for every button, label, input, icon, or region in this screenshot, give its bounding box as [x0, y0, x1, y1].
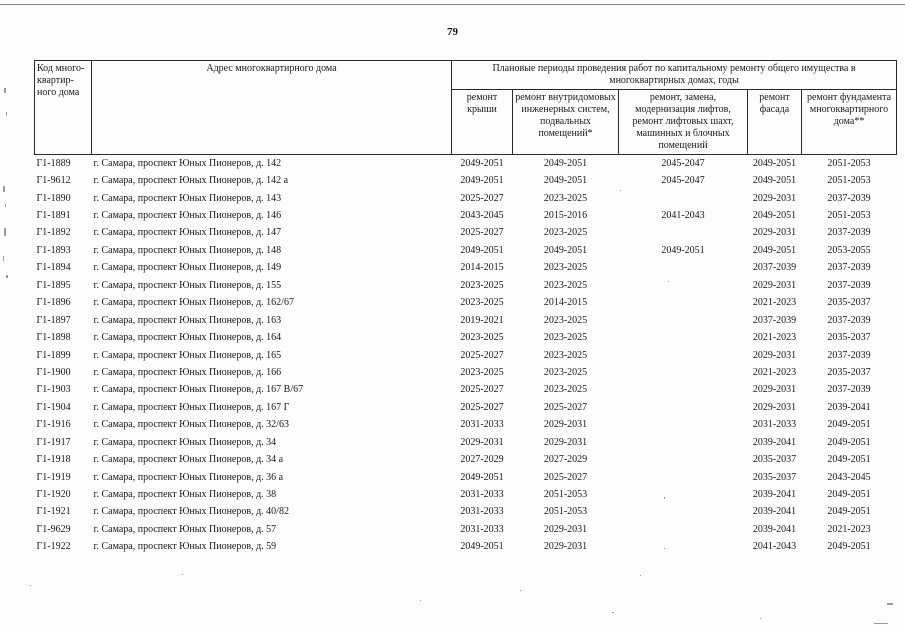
row-foundation: 2049-2051 [827, 454, 871, 466]
table-row [35, 155, 897, 173]
table-header [35, 61, 897, 155]
row-code: Г1-1900 [36, 366, 71, 378]
row-engineering: 2051-2053 [543, 489, 588, 501]
row-foundation: 2049-2051 [827, 436, 871, 448]
header-elevators: ремонт, замена, модернизация лифтов, ремонт лифтовых шахт, машинных и блочных помещений [619, 90, 748, 155]
row-engineering: 2023-2025 [543, 192, 588, 204]
table-row [35, 312, 897, 329]
row-facade: 2029-2031 [752, 384, 797, 396]
row-roof: 2019-2021 [460, 314, 504, 326]
row-facade: 2049-2051 [752, 175, 797, 187]
row-foundation: 2037-2039 [827, 279, 871, 291]
row-code: Г1-9629 [36, 523, 71, 535]
row-address: г. Самара, проспект Юных Пионеров, д. 164 [93, 332, 282, 344]
row-elevators [619, 329, 748, 346]
row-facade: 2029-2031 [752, 401, 797, 413]
row-facade: 2021-2023 [752, 297, 797, 309]
row-elevators [619, 486, 748, 503]
table-row [35, 190, 897, 207]
table-row [35, 277, 897, 294]
row-engineering: 2014-2015 [543, 297, 588, 309]
row-roof: 2025-2027 [460, 401, 504, 413]
table-row [35, 486, 897, 503]
row-address: г. Самара, проспект Юных Пионеров, д. 155 [93, 279, 282, 291]
row-facade: 2029-2031 [752, 279, 797, 291]
table-body [35, 155, 897, 557]
row-elevators: 2045-2047 [661, 157, 705, 169]
row-engineering: 2023-2025 [543, 349, 588, 361]
row-engineering: 2025-2027 [543, 471, 588, 483]
row-address: г. Самара, проспект Юных Пионеров, д. 147 [93, 227, 282, 239]
row-engineering: 2029-2031 [543, 419, 588, 431]
table-row [35, 521, 897, 538]
table-row [35, 417, 897, 434]
table-row [35, 382, 897, 399]
row-foundation: 2035-2037 [827, 297, 871, 309]
table-row [35, 469, 897, 486]
table-row [35, 434, 897, 451]
row-code: Г1-1920 [36, 489, 71, 501]
header-facade: ремонт фасада [748, 90, 802, 155]
row-engineering: 2027-2029 [543, 454, 588, 466]
row-code: Г1-1892 [36, 227, 71, 239]
row-address: г. Самара, проспект Юных Пионеров, д. 34 а [93, 454, 284, 466]
header-code: Код много-квартир-ного дома [35, 61, 92, 155]
row-address: г. Самара, проспект Юных Пионеров, д. 167 Г [93, 401, 290, 413]
row-facade: 2031-2033 [752, 419, 797, 431]
row-roof: 2049-2051 [460, 175, 504, 187]
row-code: Г1-1889 [36, 157, 71, 169]
row-code: Г1-1921 [36, 506, 71, 518]
row-engineering: 2023-2025 [543, 366, 588, 378]
row-code: Г1-1919 [36, 471, 71, 483]
row-roof: 2025-2027 [460, 384, 504, 396]
row-engineering: 2029-2031 [543, 541, 588, 553]
row-elevators [619, 539, 748, 556]
row-code: Г1-1895 [36, 279, 71, 291]
row-roof: 2043-2045 [460, 210, 504, 222]
table-row [35, 242, 897, 259]
row-foundation: 2051-2053 [827, 175, 871, 187]
row-engineering: 2023-2025 [543, 279, 588, 291]
row-roof: 2023-2025 [460, 297, 504, 309]
row-address: г. Самара, проспект Юных Пионеров, д. 142 а [93, 175, 289, 187]
header-foundation: ремонт фундамента многоквартирного дома** [802, 90, 897, 155]
row-facade: 2037-2039 [752, 262, 797, 274]
row-address: г. Самара, проспект Юных Пионеров, д. 165 [93, 349, 282, 361]
repair-schedule-table [34, 60, 897, 556]
row-engineering: 2051-2053 [543, 506, 588, 518]
row-foundation: 2049-2051 [827, 419, 871, 431]
row-facade: 2021-2023 [752, 366, 797, 378]
row-foundation: 2037-2039 [827, 227, 871, 239]
row-engineering: 2029-2031 [543, 523, 588, 535]
row-facade: 2037-2039 [752, 314, 797, 326]
header-periods: Плановые периоды проведения работ по капитальному ремонту общего имущества в многоквартирных домах, годы [452, 61, 897, 90]
table-row [35, 225, 897, 242]
table-row [35, 295, 897, 312]
row-address: г. Самара, проспект Юных Пионеров, д. 162/67 [93, 297, 294, 309]
row-roof: 2031-2033 [460, 523, 504, 535]
row-facade: 2021-2023 [752, 332, 797, 344]
table-row [35, 504, 897, 521]
row-address: г. Самара, проспект Юных Пионеров, д. 146 [93, 210, 282, 222]
row-address: г. Самара, проспект Юных Пионеров, д. 149 [93, 262, 282, 274]
table-row [35, 172, 897, 189]
row-foundation: 2051-2053 [827, 210, 871, 222]
row-code: Г1-1896 [36, 297, 71, 309]
row-code: Г1-1891 [36, 210, 71, 222]
row-elevators [619, 190, 748, 207]
row-elevators [619, 469, 748, 486]
row-roof: 2023-2025 [460, 279, 504, 291]
table-row [35, 539, 897, 556]
row-roof: 2031-2033 [460, 419, 504, 431]
row-engineering: 2049-2051 [543, 157, 588, 169]
row-code: Г1-1916 [36, 419, 71, 431]
row-code: Г1-1918 [36, 454, 71, 466]
row-code: Г1-1890 [36, 192, 71, 204]
row-address: г. Самара, проспект Юных Пионеров, д. 38 [93, 489, 277, 501]
row-code: Г1-9612 [36, 175, 71, 187]
row-elevators [619, 399, 748, 416]
row-foundation: 2037-2039 [827, 262, 871, 274]
row-facade: 2039-2041 [752, 436, 797, 448]
row-address: г. Самара, проспект Юных Пионеров, д. 142 [93, 157, 282, 169]
row-facade: 2029-2031 [752, 192, 797, 204]
row-roof: 2025-2027 [460, 349, 504, 361]
row-elevators: 2045-2047 [661, 175, 705, 187]
row-elevators [619, 312, 748, 329]
row-code: Г1-1898 [36, 332, 71, 344]
row-foundation: 2049-2051 [827, 506, 871, 518]
row-elevators [619, 277, 748, 294]
row-address: г. Самара, проспект Юных Пионеров, д. 34 [93, 436, 277, 448]
row-foundation: 2037-2039 [827, 314, 871, 326]
row-roof: 2025-2027 [460, 192, 504, 204]
top-rule [0, 4, 905, 5]
page-number: 79 [447, 26, 458, 38]
row-roof: 2014-2015 [460, 262, 504, 274]
row-code: Г1-1922 [36, 541, 71, 553]
header-address: Адрес многоквартирного дома [92, 61, 452, 155]
row-facade: 2035-2037 [752, 471, 797, 483]
row-elevators [619, 364, 748, 381]
row-address: г. Самара, проспект Юных Пионеров, д. 163 [93, 314, 282, 326]
row-address: г. Самара, проспект Юных Пионеров, д. 148 [93, 244, 282, 256]
row-roof: 2031-2033 [460, 506, 504, 518]
row-roof: 2023-2025 [460, 332, 504, 344]
row-address: г. Самара, проспект Юных Пионеров, д. 143 [93, 192, 282, 204]
row-elevators: 2049-2051 [661, 244, 705, 256]
row-engineering: 2029-2031 [543, 436, 588, 448]
table-row [35, 329, 897, 346]
row-engineering: 2025-2027 [543, 401, 588, 413]
row-facade: 2049-2051 [752, 157, 797, 169]
row-address: г. Самара, проспект Юных Пионеров, д. 166 [93, 366, 282, 378]
row-address: г. Самара, проспект Юных Пионеров, д. 36 а [93, 471, 284, 483]
table-row [35, 260, 897, 277]
row-address: г. Самара, проспект Юных Пионеров, д. 32/63 [93, 419, 289, 431]
table-row [35, 399, 897, 416]
row-facade: 2039-2041 [752, 489, 797, 501]
row-engineering: 2023-2025 [543, 262, 588, 274]
row-code: Г1-1893 [36, 244, 71, 256]
row-address: г. Самара, проспект Юных Пионеров, д. 57 [93, 523, 277, 535]
row-foundation: 2035-2037 [827, 332, 871, 344]
row-elevators [619, 260, 748, 277]
row-foundation: 2049-2051 [827, 541, 871, 553]
row-facade: 2035-2037 [752, 454, 797, 466]
table-row [35, 451, 897, 468]
row-foundation: 2049-2051 [827, 489, 871, 501]
row-foundation: 2037-2039 [827, 349, 871, 361]
row-roof: 2049-2051 [460, 471, 504, 483]
row-foundation: 2021-2023 [827, 523, 871, 535]
row-address: г. Самара, проспект Юных Пионеров, д. 59 [93, 541, 277, 553]
row-engineering: 2023-2025 [543, 332, 588, 344]
row-foundation: 2043-2045 [827, 471, 871, 483]
row-foundation: 2051-2053 [827, 157, 871, 169]
row-facade: 2039-2041 [752, 506, 797, 518]
row-facade: 2049-2051 [752, 210, 797, 222]
row-engineering: 2015-2016 [543, 210, 588, 222]
row-foundation: 2037-2039 [827, 384, 871, 396]
row-facade: 2039-2041 [752, 523, 797, 535]
row-elevators: 2041-2043 [661, 210, 705, 222]
row-elevators [619, 504, 748, 521]
row-elevators [619, 295, 748, 312]
table-row [35, 207, 897, 224]
row-code: Г1-1897 [36, 314, 71, 326]
header-engineering: ремонт внутридомовых инженерных систем, подвальных помещений* [513, 90, 619, 155]
row-roof: 2027-2029 [460, 454, 504, 466]
row-code: Г1-1904 [36, 401, 71, 413]
row-engineering: 2023-2025 [543, 227, 588, 239]
row-engineering: 2049-2051 [543, 244, 588, 256]
row-elevators [619, 434, 748, 451]
row-code: Г1-1917 [36, 436, 71, 448]
row-roof: 2049-2051 [460, 244, 504, 256]
row-elevators [619, 225, 748, 242]
row-roof: 2031-2033 [460, 489, 504, 501]
row-foundation: 2035-2037 [827, 366, 871, 378]
row-engineering: 2049-2051 [543, 175, 588, 187]
row-foundation: 2039-2041 [827, 401, 871, 413]
row-roof: 2049-2051 [460, 541, 504, 553]
table-row [35, 347, 897, 364]
row-elevators [619, 417, 748, 434]
row-engineering: 2023-2025 [543, 384, 588, 396]
row-roof: 2023-2025 [460, 366, 504, 378]
row-code: Г1-1899 [36, 349, 71, 361]
row-roof: 2049-2051 [460, 157, 504, 169]
row-facade: 2029-2031 [752, 227, 797, 239]
row-address: г. Самара, проспект Юных Пионеров, д. 40/82 [93, 506, 289, 518]
row-elevators [619, 521, 748, 538]
row-elevators [619, 451, 748, 468]
row-elevators [619, 382, 748, 399]
row-elevators [619, 347, 748, 364]
row-roof: 2025-2027 [460, 227, 504, 239]
row-address: г. Самара, проспект Юных Пионеров, д. 167 В/67 [93, 384, 304, 396]
row-facade: 2029-2031 [752, 349, 797, 361]
row-facade: 2041-2043 [752, 541, 797, 553]
row-code: Г1-1894 [36, 262, 71, 274]
row-roof: 2029-2031 [460, 436, 504, 448]
row-facade: 2049-2051 [752, 244, 797, 256]
row-foundation: 2053-2055 [827, 244, 871, 256]
row-code: Г1-1903 [36, 384, 71, 396]
row-foundation: 2037-2039 [827, 192, 871, 204]
table-row [35, 364, 897, 381]
row-engineering: 2023-2025 [543, 314, 588, 326]
header-roof: ремонт крыши [452, 90, 513, 155]
